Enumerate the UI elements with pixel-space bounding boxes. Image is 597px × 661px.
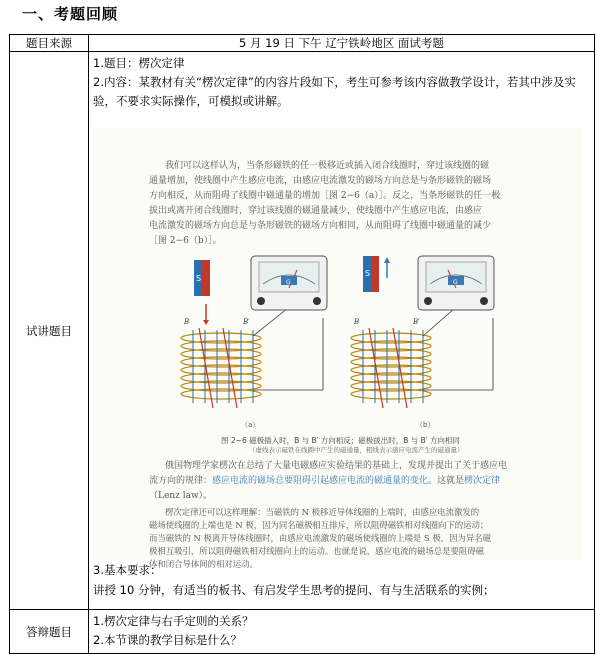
- svg-text:B: B: [354, 318, 360, 326]
- magnet-b-red-half: [371, 256, 379, 292]
- magnet-a-s-label: S: [196, 274, 202, 283]
- figure-label-a: （a）: [241, 421, 260, 429]
- figure-label-b: （b）: [416, 421, 435, 429]
- defense-content-cell: [89, 610, 595, 654]
- textbook-para-3-line-1: 楞次定律还可以这样理解：当磁铁的 N 极移近导体线圈的上端时，由感应电流激发的: [165, 507, 480, 517]
- defense-question-1: 1.楞次定律与右手定则的关系？: [93, 614, 254, 628]
- textbook-para-1-line-3: 方向相反，从而阻碍了线圈中磁通量的增加［图 2−6（a）］。反之，当条形磁铁的任一极: [149, 191, 501, 201]
- textbook-para-1-line-6: ［图 2−6（b）］。: [149, 236, 222, 246]
- lecture-item-2: 2.内容：某教材有关“楞次定律”的内容片段如下，考生可参考该内容做教学设计，若其中涉及实验，不要求实际操作，可模拟或讲解。: [93, 75, 576, 108]
- textbook-para-2-line-2: 流方向的规律：感应电流的磁场总要阻碍引起感应电流的磁通量的变化。这就是楞次定律: [149, 476, 501, 486]
- svg-text:S: S: [365, 269, 371, 278]
- textbook-para-1-line-1: 我们可以这样认为，当条形磁铁的任一极移近或插入闭合线圈时，穿过该线圈的磁: [165, 161, 490, 171]
- defense-question-2: 2.本节课的教学目标是什么？: [93, 633, 242, 647]
- textbook-para-3-line-5: 体和闭合导体间的相对运动。: [149, 559, 258, 569]
- textbook-para-3-line-4: 极相互吸引，所以阻碍磁铁相对线圈向上的运动。也就是说，感应电流的磁场总是要阻碍磁: [149, 546, 484, 556]
- section-title: 一、考题回顾: [22, 5, 119, 23]
- lecture-item-1: 1.题目：楞次定律: [93, 56, 185, 70]
- header-row: [10, 35, 595, 52]
- svg-text:B′: B′: [413, 318, 420, 326]
- defense-label: 答辩题目: [10, 610, 89, 654]
- figure-caption: 图 2−6 磁极插入时，B 与 B′ 方向相反；磁极拔出时，B 与 B′ 方向相同: [221, 436, 460, 445]
- textbook-para-2-line-3: （Lenz law）。: [149, 491, 213, 501]
- lecture-content-cell: [89, 52, 595, 610]
- lenz-law-name: 楞次定律: [464, 476, 501, 486]
- svg-text:G: G: [286, 279, 291, 286]
- lecture-row: [10, 52, 595, 610]
- requirements: [93, 560, 494, 600]
- figure-b: [351, 256, 494, 408]
- defense-row: [10, 610, 595, 654]
- textbook-para-3-line-2: 磁场使线圈的上端也是 N 极，因为同名磁极相互排斥，所以阻碍磁铁相对线圈向下的运动；: [149, 520, 489, 530]
- svg-text:G: G: [453, 279, 458, 286]
- textbook-para-1-line-2: 通量增加，使线圈中产生感应电流，由感应电流激发的磁场方向总是与条形磁铁的磁场: [149, 176, 492, 186]
- header-source-label: 题目来源: [10, 35, 89, 52]
- figure-note: （虚线表示磁铁在线圈中产生的磁通量，粗线表示感应电流产生的磁通量）: [249, 446, 464, 454]
- textbook-para-2-line-1: 俄国物理学家楞次在总结了大量电磁感应实验结果的基础上，发现并提出了关于感应电: [165, 461, 508, 471]
- figure-a: [181, 256, 327, 408]
- svg-text:B: B: [184, 318, 190, 326]
- lecture-label: 试讲题目: [10, 52, 89, 610]
- textbook-para-3-line-3: 而当磁铁的 N 极离开导体线圈时，由感应电流激发的磁场使线圈的上端是 S 极，因为异名磁: [149, 533, 491, 543]
- textbook-para-1-line-4: 拔出或离开闭合线圈时，穿过该线圈的磁通量减少，使线圈中产生感应电流，由感应: [149, 206, 483, 216]
- header-source-value: 5 月 19 日 下午 辽宁铁岭地区 面试考题: [89, 35, 595, 52]
- exam-table: [9, 34, 595, 654]
- magnet-a-red-half: [202, 260, 210, 296]
- svg-text:B′: B′: [243, 318, 250, 326]
- lenz-law-statement: 感应电流的磁场总要阻碍引起感应电流的磁通量的变化: [212, 476, 429, 486]
- lecture-item-3-body: 讲授 10 分钟，有适当的板书、有启发学生思考的提问、有与生活联系的实例；: [93, 583, 495, 597]
- textbook-excerpt-image: [93, 128, 583, 569]
- textbook-para-1-line-5: 电流激发的磁场方向总是与条形磁铁的磁场方向相同，从而阻碍了线圈中磁通量的减少: [149, 221, 492, 231]
- lecture-item-3-title: 3.基本要求：: [93, 563, 162, 577]
